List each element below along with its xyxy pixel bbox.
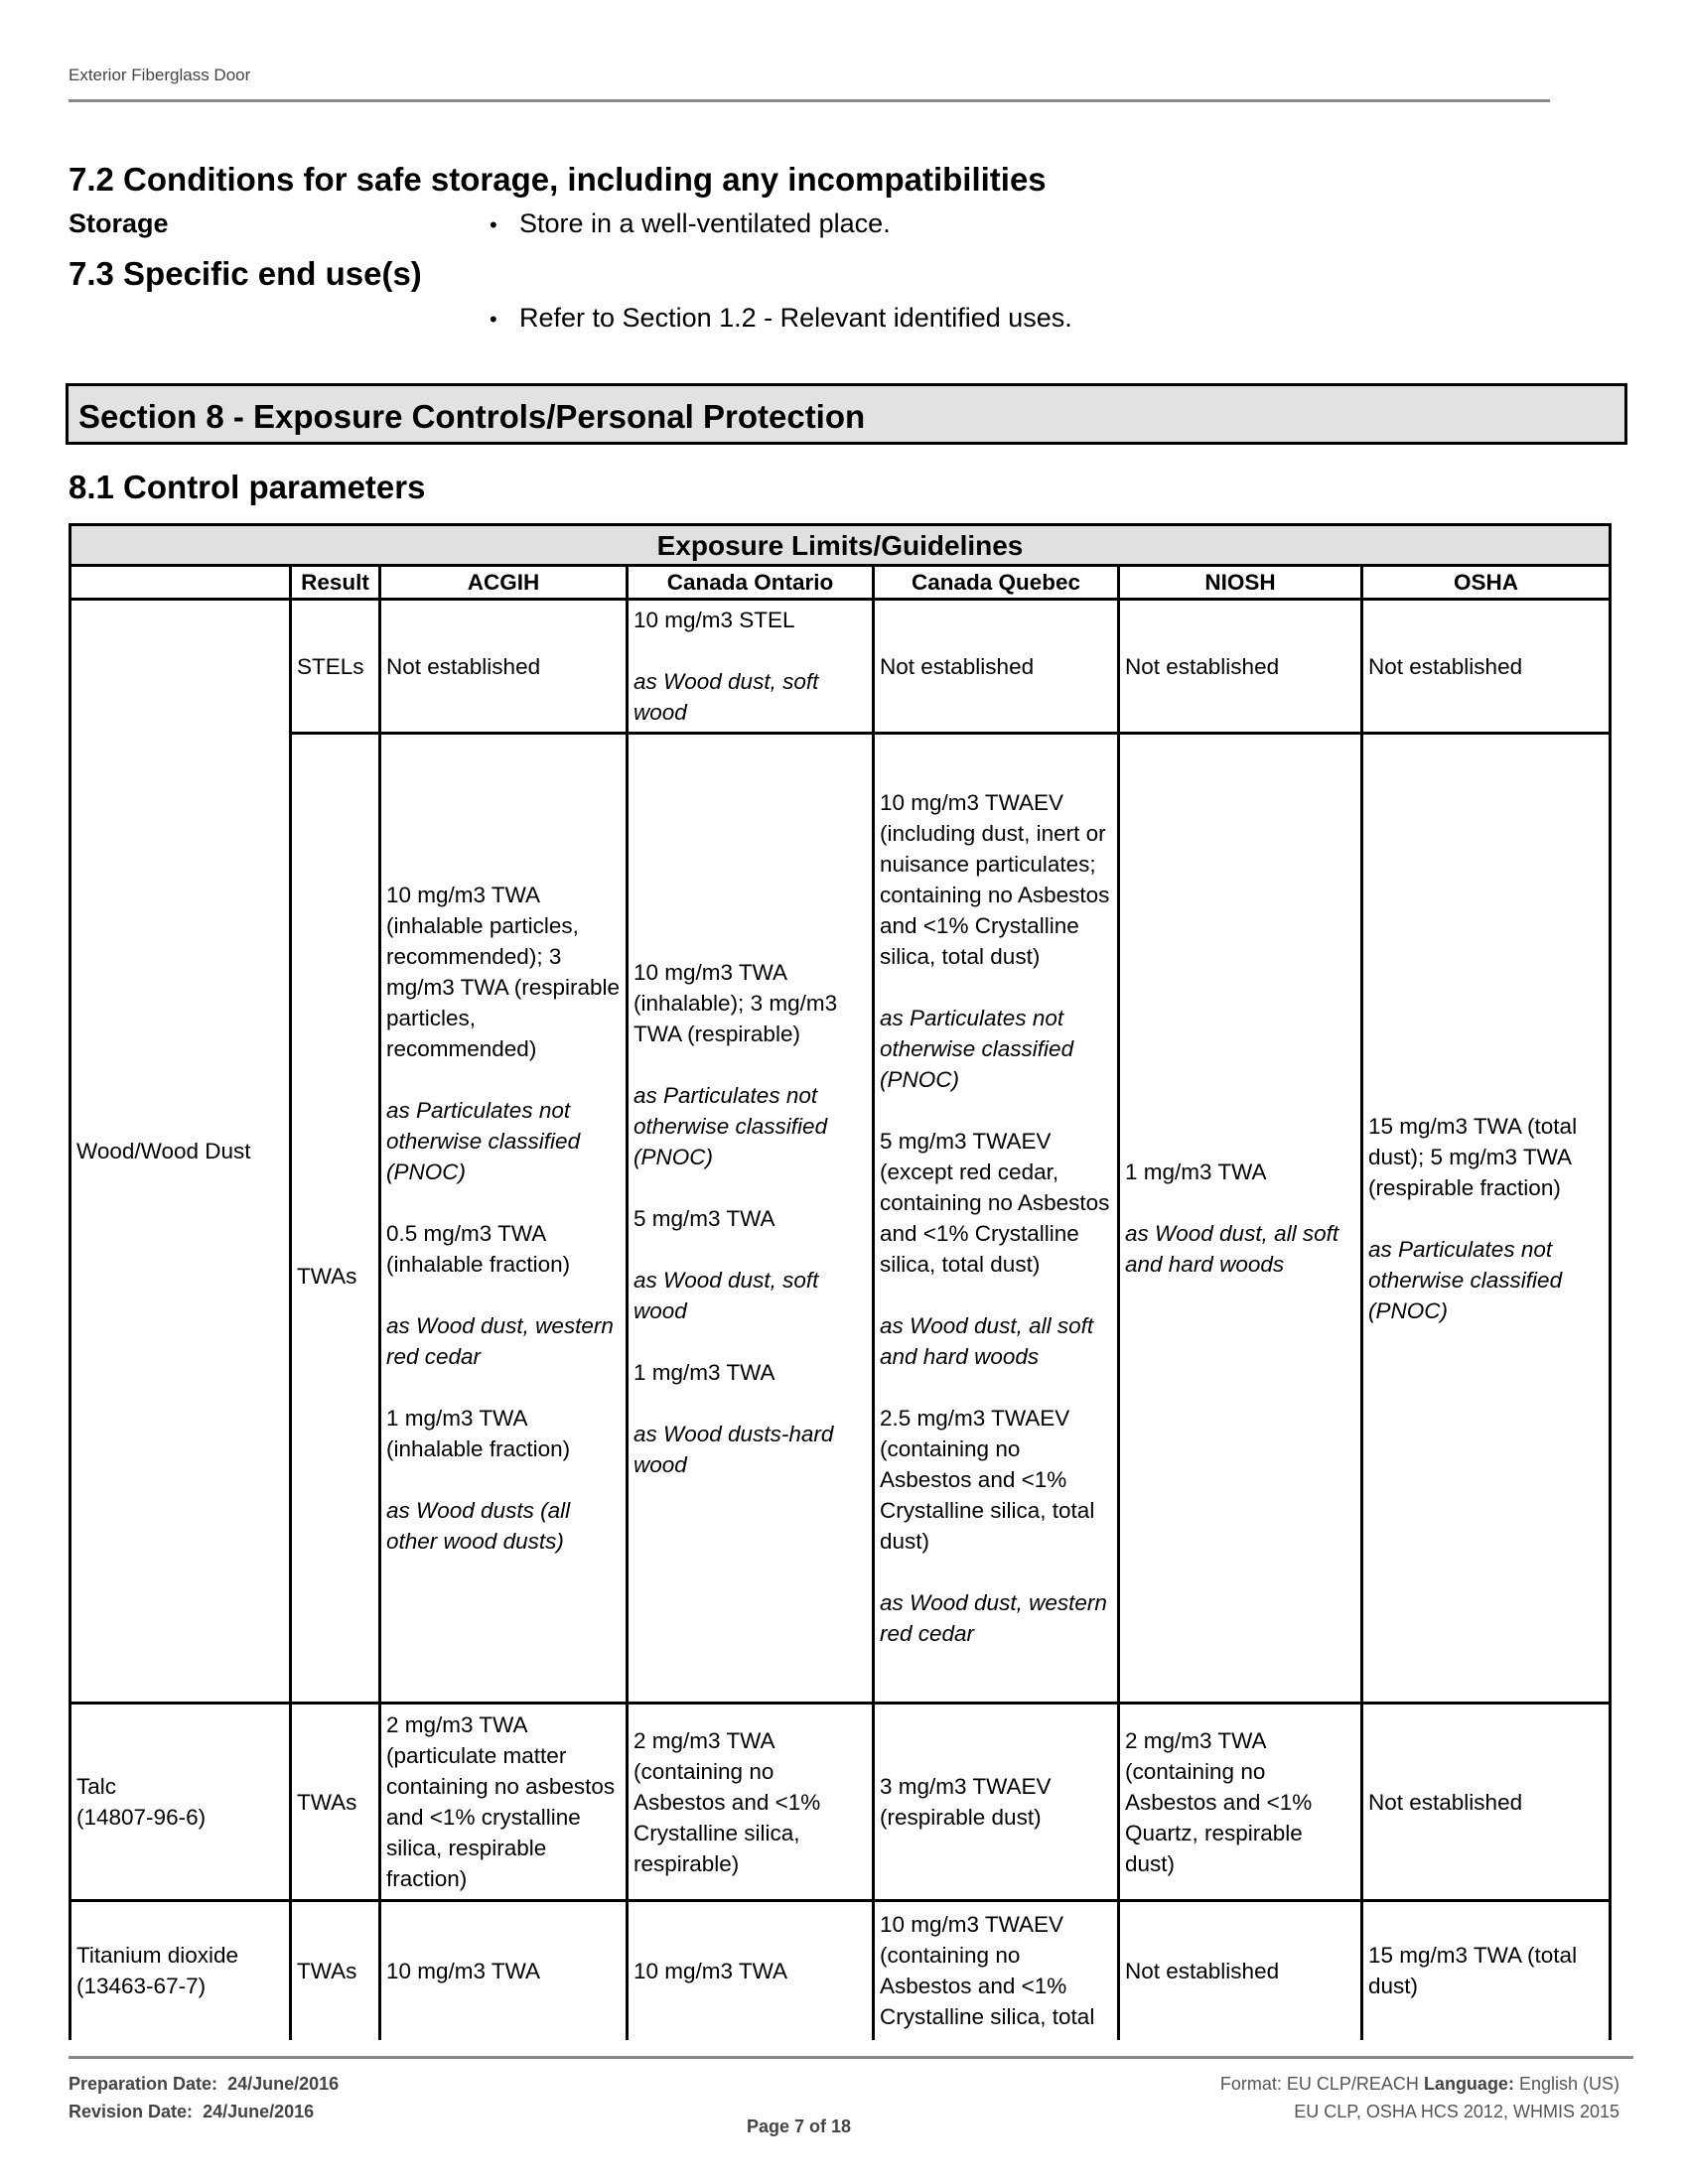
heading-8-1: 8.1 Control parameters [69,469,426,505]
ontario-cell: 2 mg/m3 TWA (containing no Asbestos and <1% Crystalline silica, respirable) [628,1704,874,1901]
storage-text: Store in a well-ventilated place. [519,208,891,238]
limit-value: 15 mg/m3 TWA (total dust); 5 mg/m3 TWA (respirable fraction) [1368,1113,1578,1200]
acgih-cell: 2 mg/m3 TWA (particulate matter containing no asbestos and <1% crystalline silica, respirable fraction) [380,1704,628,1901]
substance-cell [70,1901,291,2040]
ontario-cell [628,734,874,1704]
substance-cell: Wood/Wood Dust [70,600,291,1704]
page-number [747,2116,851,2137]
limit-value: 1 mg/m3 TWA [633,1359,775,1385]
substance-name: Titanium dioxide [76,1943,238,1969]
language-label: Language: [1423,2074,1514,2094]
result-cell: TWAs [291,734,380,1704]
end-use-text: Refer to Section 1.2 - Relevant identified uses. [519,303,1072,333]
storage-bullet [490,208,891,239]
limit-value: 10 mg/m3 TWAEV (including dust, inert or nuisance particulates; containing no Asbestos and <1% Crystalline silica, total dust) [880,790,1110,969]
limit-value: 2.5 mg/m3 TWAEV (containing no Asbestos and <1% Crystalline silica, total dust) [880,1406,1095,1554]
cas-number: (13463-67-7) [76,1974,207,1999]
col-header-niosh: NIOSH [1119,566,1362,600]
limit-note: as Particulates not otherwise classified (PNOC) [880,1006,1074,1092]
quebec-cell: 10 mg/m3 TWAEV (containing no Asbestos and <1% Crystalline silica, total [874,1901,1119,2040]
rev-label: Revision Date: [69,2102,194,2121]
limit-note: as Wood dust, all soft and hard woods [1125,1221,1339,1277]
osha-cell: Not established [1362,600,1611,734]
limit-note: as Wood dusts-hard wood [633,1421,834,1477]
heading-7-2: 7.2 Conditions for safe storage, including any incompatibilities [69,161,1047,198]
bullet-icon: • [490,211,497,237]
niosh-cell [1119,734,1362,1704]
regulations: EU CLP, OSHA HCS 2012, WHMIS 2015 [1294,2102,1619,2121]
result-cell: STELs [291,600,380,734]
limit-value: 5 mg/m3 TWAEV (except red cedar, containing no Asbestos and <1% Crystalline silica, total dust) [880,1129,1110,1277]
osha-cell: 15 mg/m3 TWA (total dust) [1362,1901,1611,2040]
limit-note: as Wood dust, soft wood [633,669,819,725]
limit-note: as Wood dust, all soft and hard woods [880,1313,1094,1369]
heading-7-3: 7.3 Specific end use(s) [69,255,422,292]
quebec-cell [874,734,1119,1704]
prep-date-value: 24/June/2016 [227,2074,340,2094]
limit-value: 10 mg/m3 TWA (inhalable); 3 mg/m3 TWA (respirable) [633,959,838,1046]
acgih-cell [380,734,628,1704]
niosh-cell: Not established [1119,600,1362,734]
table-row [70,734,1611,1704]
limit-note: as Wood dust, western red cedar [880,1590,1107,1646]
limit-value: 1 mg/m3 TWA (inhalable fraction) [386,1406,571,1461]
niosh-cell: Not established [1119,1901,1362,2040]
format-value: EU CLP/REACH [1286,2074,1419,2094]
limit-value: 5 mg/m3 TWA [633,1205,775,1231]
storage-label: Storage [69,208,169,238]
language-value: English (US) [1518,2074,1619,2094]
col-header-ontario: Canada Ontario [628,566,874,600]
table-row [70,600,1611,734]
result-cell: TWAs [291,1901,380,2040]
col-header-acgih: ACGIH [380,566,628,600]
limit-value: 10 mg/m3 STEL [633,608,795,632]
section-8-bar [66,383,1627,445]
limit-note: as Particulates not otherwise classified (PNOC) [386,1098,581,1184]
format-label: Format: [1219,2074,1282,2094]
bullet-icon: • [490,306,497,332]
acgih-cell: Not established [380,600,628,734]
limit-note: as Wood dust, western red cedar [386,1313,614,1369]
limit-note: as Particulates not otherwise classified (PNOC) [633,1082,828,1169]
quebec-cell: 3 mg/m3 TWAEV (respirable dust) [874,1704,1119,1901]
osha-cell [1362,734,1611,1704]
ontario-cell [628,600,874,734]
rev-date-value: 24/June/2016 [203,2102,315,2121]
cas-number: (14807-96-6) [76,1805,207,1830]
col-header-osha: OSHA [1362,566,1611,600]
footer-rule [69,2056,1633,2059]
end-use-bullet [490,303,1072,334]
result-cell: TWAs [291,1704,380,1901]
limit-note: as Wood dust, soft wood [633,1267,819,1323]
quebec-cell: Not established [874,600,1119,734]
limit-value: 0.5 mg/m3 TWA (inhalable fraction) [386,1221,571,1277]
table-title: Exposure Limits/Guidelines [70,525,1611,566]
page-number-text: Page 7 of 18 [747,2116,852,2136]
acgih-cell: 10 mg/m3 TWA [380,1901,628,2040]
table-row [70,1901,1611,2040]
table-header-row [70,566,1611,600]
exposure-limits-table [69,523,1612,2040]
substance-cell [70,1704,291,1901]
osha-cell: Not established [1362,1704,1611,1901]
table-row [70,1704,1611,1901]
format-language [1220,2074,1619,2095]
limit-value: 1 mg/m3 TWA [1125,1160,1267,1184]
niosh-cell: 2 mg/m3 TWA (containing no Asbestos and <1% Quartz, respirable dust) [1119,1704,1362,1901]
limit-note: as Wood dusts (all other wood dusts) [386,1498,571,1554]
preparation-date [69,2074,339,2095]
limit-value: 10 mg/m3 TWA (inhalable particles, recommended); 3 mg/m3 TWA (respirable particles, recommended) [386,883,621,1061]
section-8-title: Section 8 - Exposure Controls/Personal Protection [78,398,866,435]
col-header-quebec: Canada Quebec [874,566,1119,600]
revision-date [69,2102,314,2122]
col-header-substance [70,566,291,600]
substance-name: Talc [76,1774,117,1799]
header-rule [69,99,1550,102]
document-title: Exterior Fiberglass Door [69,66,251,84]
col-header-result: Result [291,566,380,600]
limit-note: as Particulates not otherwise classified (PNOC) [1368,1236,1563,1323]
prep-label: Preparation Date: [69,2074,218,2094]
ontario-cell: 10 mg/m3 TWA [628,1901,874,2040]
